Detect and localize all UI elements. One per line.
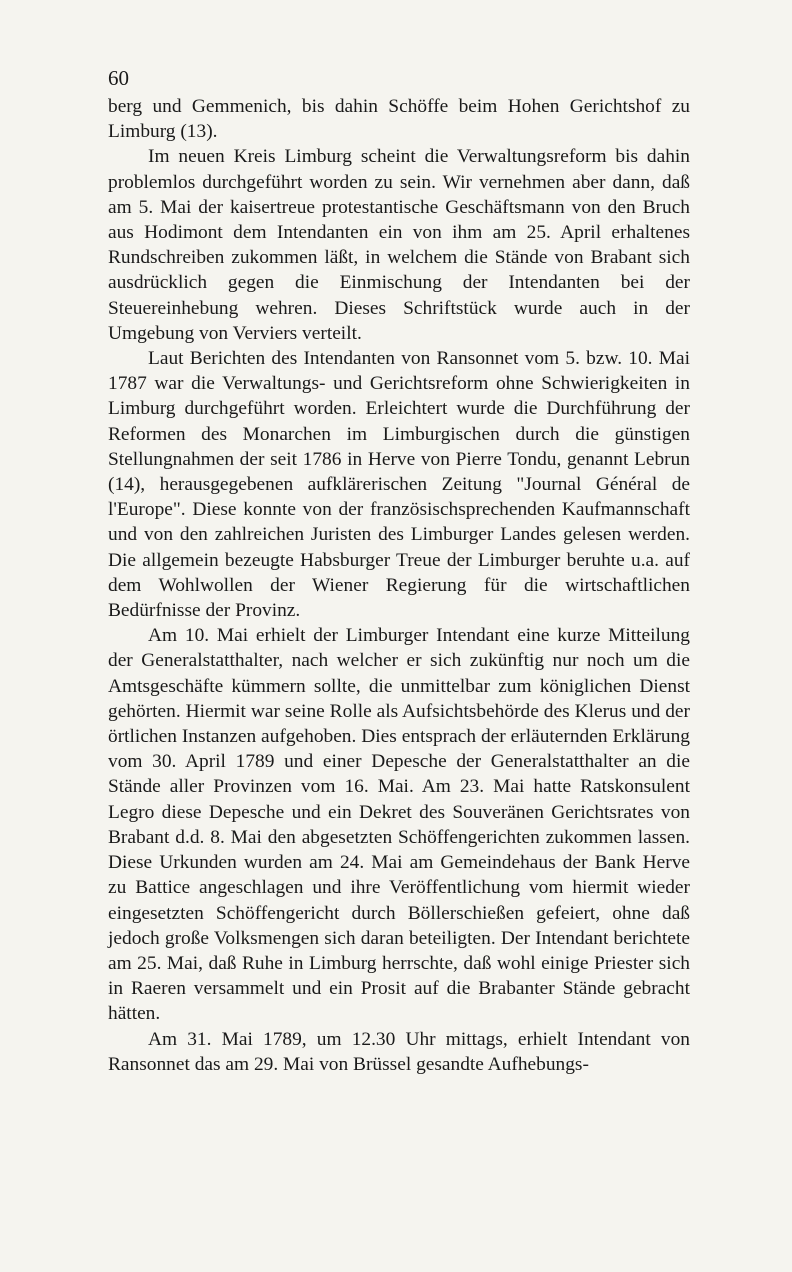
body-text: [108, 94, 690, 1077]
paragraph: Laut Berichten des Intendanten von Ransonnet vom 5. bzw. 10. Mai 1787 war die Verwaltungs- und Gerichtsreform ohne Schwierigkeiten in Limburg durchgeführt worden. Erleichtert wurde die Durchführung der Reformen des Monarchen im Limburgischen durch die günstigen Stellungnahmen der seit 1786 in Herve von Pierre Tondu, genannt Lebrun (14), herausgegebenen aufklärerischen Zeitung "Journal Général de l'Europe". Diese konnte von der französischsprechenden Kaufmannschaft und von den zahlreichen Juristen des Limburger Landes gelesen werden. Die allgemein bezeugte Habsburger Treue der Limburger beruhte u.a. auf dem Wohlwollen der Wiener Regierung für die wirtschaftlichen Bedürfnisse der Provinz.: [108, 348, 690, 622]
paragraph: Am 10. Mai erhielt der Limburger Intendant eine kurze Mitteilung der Generalstatthalter, nach welcher er sich zukünftig nur noch um die Amtsgeschäfte kümmern sollte, die unmittelbar zum königlichen Dienst gehörten. Hiermit war seine Rolle als Aufsichtsbehörde des Klerus und der örtlichen Instanzen aufgehoben. Dies entsprach der erläuternden Erklärung vom 30. April 1789 und einer Depesche der Generalstatthalter an die Stände aller Provinzen vom 16. Mai. Am 23. Mai hatte Ratskonsulent Legro diese Depesche und ein Dekret des Souveränen Gerichtsrates von Brabant d.d. 8. Mai den abgesetzten Schöffengerichten zukommen lassen. Diese Urkunden wurden am 24. Mai am Gemeindehaus der Bank Herve zu Battice angeschlagen und ihre Veröffentlichung vom hiermit wieder eingesetzten Schöffengericht durch Böllerschießen gefeiert, ohne daß jedoch große Volksmengen sich daran beteiligten. Der Intendant berichtete am 25. Mai, daß Ruhe in Limburg herrschte, daß wohl einige Priester sich in Raeren versammelt und ein Prosit auf die Brabanter Stände gebracht hätten.: [108, 625, 690, 1025]
paragraph: Im neuen Kreis Limburg scheint die Verwaltungsreform bis dahin problemlos durchgeführt worden zu sein. Wir vernehmen aber dann, daß am 5. Mai der kaisertreue protestantische Geschäftsmann von den Bruch aus Hodimont dem Intendanten ein von ihm am 25. April erhaltenes Rundschreiben zukommen läßt, in welchem die Stände von Brabant sich ausdrücklich gegen die Einmischung der Intendanten bei der Steuereinhebung wehren. Dieses Schriftstück wurde auch in der Umgebung von Verviers verteilt.: [108, 146, 690, 344]
paragraph-continuation: berg und Gemmenich, bis dahin Schöffe beim Hohen Gerichtshof zu Limburg (13).: [108, 96, 690, 143]
page-number: 60: [108, 66, 129, 90]
paragraph: Am 31. Mai 1789, um 12.30 Uhr mittags, erhielt Intendant von Ransonnet das am 29. Mai von Brüssel gesandte Aufhebungs-: [108, 1028, 690, 1075]
